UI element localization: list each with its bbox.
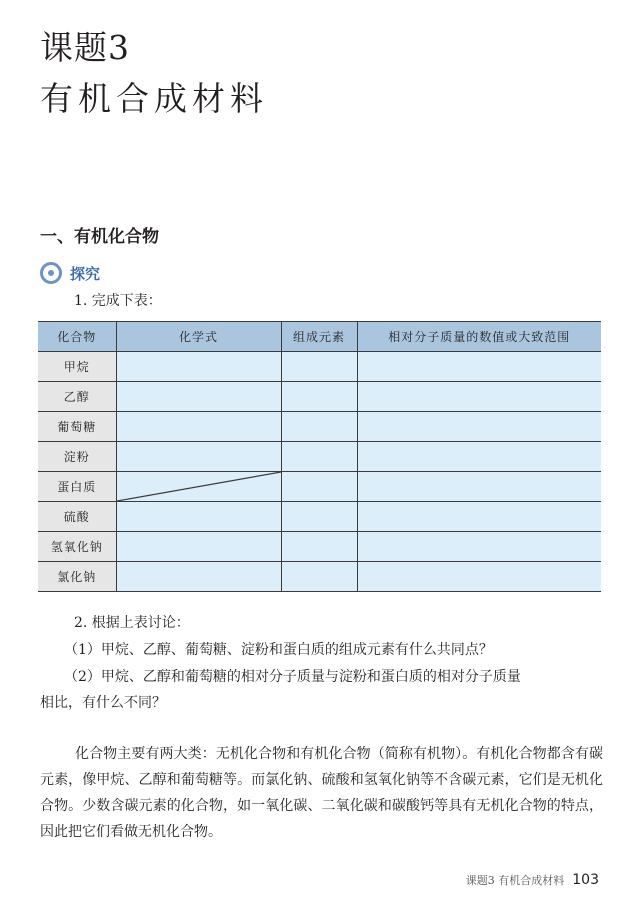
formula-cell[interactable] xyxy=(116,412,281,442)
table-row xyxy=(38,352,601,382)
table-row xyxy=(38,562,601,592)
table-row xyxy=(38,412,601,442)
table-header-row xyxy=(38,322,601,352)
elements-cell[interactable] xyxy=(281,442,357,472)
mass-cell[interactable] xyxy=(357,532,601,562)
compound-name: 蛋白质 xyxy=(38,472,116,502)
compound-table xyxy=(38,321,601,592)
elements-cell[interactable] xyxy=(281,472,357,502)
discussion-question-2: （2）甲烷、乙醇和葡萄糖的相对分子质量与淀粉和蛋白质的相对分子质量 xyxy=(64,669,521,685)
table-row xyxy=(38,472,601,502)
formula-cell[interactable] xyxy=(116,352,281,382)
formula-cell[interactable] xyxy=(116,502,281,532)
discussion-question-2-cont: 相比，有什么不同？ xyxy=(40,695,166,711)
table-row xyxy=(38,382,601,412)
table-row xyxy=(38,502,601,532)
formula-cell[interactable] xyxy=(116,532,281,562)
compound-name: 淀粉 xyxy=(38,442,116,472)
mass-cell[interactable] xyxy=(357,442,601,472)
target-circle-icon xyxy=(40,262,62,284)
compound-name: 甲烷 xyxy=(38,352,116,382)
compound-name: 葡萄糖 xyxy=(38,412,116,442)
elements-cell[interactable] xyxy=(281,502,357,532)
page-number: 103 xyxy=(572,872,599,888)
mass-cell[interactable] xyxy=(357,412,601,442)
lesson-title: 有机合成材料 xyxy=(40,79,268,118)
formula-cell[interactable] xyxy=(116,442,281,472)
mass-cell[interactable] xyxy=(357,472,601,502)
elements-cell[interactable] xyxy=(281,382,357,412)
compound-name: 氯化钠 xyxy=(38,562,116,592)
task-1-instruction: 1. 完成下表： xyxy=(74,293,162,309)
header-molecular-mass: 相对分子质量的数值或大致范围 xyxy=(357,322,601,352)
diagonal-slash-line xyxy=(117,472,281,501)
header-elements: 组成元素 xyxy=(281,322,357,352)
explore-label: 探究 xyxy=(70,264,101,283)
header-compound: 化合物 xyxy=(38,322,116,352)
discussion-intro: 2. 根据上表讨论： xyxy=(74,615,190,631)
formula-cell[interactable] xyxy=(116,382,281,412)
compound-name: 氢氧化钠 xyxy=(38,532,116,562)
page-footer xyxy=(466,872,599,888)
formula-cell[interactable] xyxy=(116,562,281,592)
section-heading: 一、有机化合物 xyxy=(40,227,159,247)
table-row xyxy=(38,532,601,562)
compound-name: 硫酸 xyxy=(38,502,116,532)
table-row xyxy=(38,442,601,472)
formula-cell-slashed xyxy=(116,472,281,502)
mass-cell[interactable] xyxy=(357,352,601,382)
compound-name: 乙醇 xyxy=(38,382,116,412)
elements-cell[interactable] xyxy=(281,532,357,562)
body-paragraph: 化合物主要有两大类：无机化合物和有机化合物（简称有机物）。有机化合物都含有碳元素，像甲烷、乙醇和葡萄糖等。而氯化钠、硫酸和氢氧化钠等不含碳元素，它们是无机化合物。少数含碳元素的化合物，如一氧化碳、二氧化碳和碳酸钙等具有无机化合物的特点，因此把它们看做无机化合物。 xyxy=(40,746,603,840)
header-formula: 化学式 xyxy=(116,322,281,352)
running-title: 课题3 有机合成材料 xyxy=(465,874,565,887)
elements-cell[interactable] xyxy=(281,352,357,382)
elements-cell[interactable] xyxy=(281,412,357,442)
discussion-question-1: （1）甲烷、乙醇、葡萄糖、淀粉和蛋白质的组成元素有什么共同点？ xyxy=(64,642,493,658)
mass-cell[interactable] xyxy=(357,502,601,532)
mass-cell[interactable] xyxy=(357,382,601,412)
lesson-label: 课题3 xyxy=(40,28,130,67)
explore-marker xyxy=(40,262,100,284)
mass-cell[interactable] xyxy=(357,562,601,592)
elements-cell[interactable] xyxy=(281,562,357,592)
